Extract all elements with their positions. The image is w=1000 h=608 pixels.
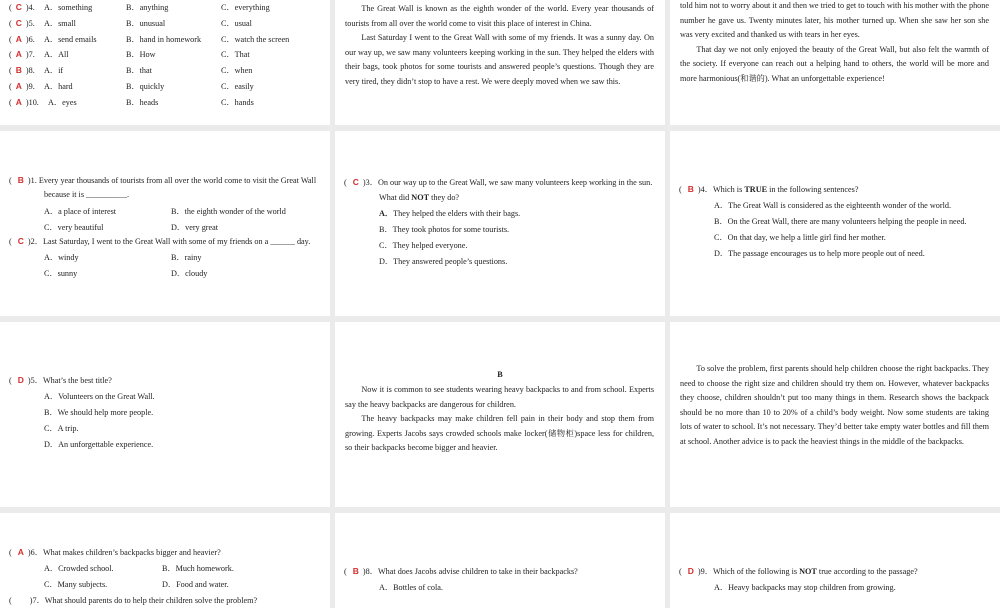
option-c: C．easily: [221, 82, 254, 91]
mc-question-row: ( A )6.: [9, 33, 35, 44]
option-b: B．that: [126, 66, 152, 76]
answer-mark: B: [352, 566, 359, 576]
mc-top-panel: [0, 0, 330, 125]
option-a: A．a place of interest: [44, 207, 117, 216]
option-b: B．heads: [126, 97, 159, 107]
mc-question-row: ( C )4.: [9, 2, 35, 12]
option-c: C．usual: [221, 18, 252, 28]
option-c: C．A trip.: [44, 424, 79, 433]
option-c: C．sunny: [44, 269, 78, 278]
option-a: A．All: [44, 50, 69, 60]
option-a: A．hard: [44, 82, 73, 91]
option-b: B．hand in homework: [126, 34, 202, 44]
option-b: B．quickly: [126, 82, 165, 91]
answer-mark: A: [15, 81, 22, 91]
answer-mark: C: [15, 2, 22, 12]
answer-mark: B: [15, 65, 22, 76]
question-stem: 5．What’s the best title?: [30, 376, 112, 385]
option-d: D．They answered people’s questions.: [379, 257, 508, 266]
mc-question-row: ( A )10.: [9, 96, 39, 107]
option-d: D．very great: [171, 223, 219, 232]
passage-a-paragraph-4: That day we not only enjoyed the beauty of the Great Wall, but also felt the warmth of the society. If everyone can reach out a helping hand to others, the world will be more and more harmonious(和谐的). What an unforgettable experience!: [680, 44, 989, 83]
question-panel-6-7: [0, 513, 330, 608]
passage-a-panel-2: [670, 0, 1000, 125]
question-number: 7.: [28, 50, 35, 60]
mc-question-row: ( C )5.: [9, 17, 35, 28]
answer-mark: C: [352, 177, 359, 187]
answer-mark: D: [687, 566, 694, 576]
passage-a-paragraph-2: Last Saturday I went to the Great Wall with some of my friends. It was a sunny day. On our way up, we saw many volunteers keeping working in the sun. They helped the elders with their bags, took photos for some tourists and answered people’s questions. Though they are very tired, they didn’t stop to have a rest. We were deeply moved when we saw this.: [345, 33, 654, 86]
option-b: B．rainy: [171, 253, 202, 262]
question-number: 8.: [28, 66, 35, 76]
question-5: ( D )5．What’s the best title?: [9, 375, 112, 385]
answer-mark: A: [15, 49, 22, 60]
question-stem-cont: What did NOT they do?: [379, 193, 460, 202]
passage-a-panel-1: [335, 0, 665, 125]
answer-mark: C: [15, 17, 22, 28]
answer-mark: C: [17, 236, 24, 246]
question-number: 6.: [28, 34, 35, 44]
option-b: B．How: [126, 50, 156, 60]
question-stem: 7．What should parents do to help their children solve the problem?: [32, 596, 258, 605]
question-9: ( D )9．Which of the following is NOT true according to the passage?: [679, 566, 918, 576]
option-a: A．The Great Wall is considered as the eighteenth wonder of the world.: [714, 201, 952, 210]
option-a: A．something: [44, 3, 93, 12]
option-b: B．They took photos for some tourists.: [379, 225, 510, 234]
option-b: B．Much homework.: [162, 564, 234, 573]
option-a: A．windy: [44, 253, 79, 262]
option-d: D．An unforgettable experience.: [44, 440, 154, 449]
question-3: ( C )3．On our way up to the Great Wall, we saw many volunteers keep working in the sun.: [344, 177, 653, 187]
answer-mark: B: [687, 184, 694, 194]
option-c: C．They helped everyone.: [379, 241, 468, 250]
question-panel-5: [0, 322, 330, 507]
mc-question-row: ( B )8.: [9, 65, 35, 76]
question-stem: 2．Last Saturday, I went to the Great Wall with some of my friends on a ______ day.: [30, 237, 311, 246]
question-stem: 3．On our way up to the Great Wall, we saw many volunteers keep working in the sun.: [365, 178, 653, 187]
option-b: B．anything: [126, 3, 169, 12]
option-a: A．send emails: [44, 34, 97, 44]
answer-mark: A: [15, 96, 22, 107]
question-stem: 1. Every year thousands of tourists from all over the world come to visit the Great Wall: [30, 176, 317, 185]
option-a: A．They helped the elders with their bags.: [379, 209, 521, 218]
option-c: C．when: [221, 66, 253, 76]
option-b: B．On the Great Wall, there are many volunteers helping the people in need.: [714, 217, 967, 226]
option-a: A．Crowded school.: [44, 564, 114, 573]
answer-mark: A: [17, 547, 24, 557]
option-a: A．Bottles of cola.: [379, 583, 443, 592]
option-c: C．That: [221, 50, 250, 60]
option-a: A．Heavy backpacks may stop children from growing.: [714, 583, 896, 592]
question-1: ( B )1. Every year thousands of tourists from all over the world come to visit the Great Wall: [9, 175, 317, 185]
option-d: D．cloudy: [171, 269, 208, 278]
question-number: 4.: [28, 3, 35, 12]
question-stem: 8．What does Jacobs advise children to take in their backpacks?: [365, 567, 578, 576]
passage-a-paragraph-1: The Great Wall is known as the eighth wonder of the world. Every year thousands of tourists from all over the world come to visit this place of interest in China.: [345, 4, 654, 28]
question-panel-9: [670, 513, 1000, 608]
passage-b-paragraph-2: The heavy backpacks may make children fell pain in their body and stop them from growing. Experts Jacobs says crowded schools make locker(储物柜)space less for children, so their backpacks become bigger and heavier.: [345, 414, 654, 453]
option-c: C．On that day, we help a little girl find her mother.: [714, 233, 886, 242]
question-8: ( B )8．What does Jacobs advise children to take in their backpacks?: [344, 566, 578, 576]
option-b: B．unusual: [126, 18, 166, 28]
question-6: ( A )6．What makes children’s backpacks bigger and heavier?: [9, 547, 221, 557]
passage-b-paragraph-1: Now it is common to see students wearing heavy backpacks to and from school. Experts say the heavy backpacks are dangerous for children.: [345, 385, 654, 409]
mc-question-row: ( A )9.: [9, 81, 35, 91]
option-a: A．eyes: [48, 97, 77, 107]
option-b: B．We should help more people.: [44, 408, 154, 417]
question-7: ( )7．What should parents do to help their children solve the problem?: [9, 596, 258, 605]
question-4: ( B )4．Which is TRUE in the following sentences?: [679, 184, 859, 194]
passage-b-panel-2: [670, 322, 1000, 507]
option-a: A．small: [44, 18, 76, 28]
question-2: ( C )2．Last Saturday, I went to the Great Wall with some of my friends on a ______ day.: [9, 236, 311, 246]
passage-a-paragraph-3: told him not to worry about it and then we tried to get to touch with his mother with the phone number he gave us. Twenty minutes later, his mother turned up. When she saw her son she was very excited and thanked us with tears in her eyes.: [680, 1, 989, 40]
question-stem-cont: because it is __________.: [44, 190, 130, 199]
option-a: A．Volunteers on the Great Wall.: [44, 392, 155, 401]
answer-mark: A: [15, 33, 22, 44]
passage-b-paragraph-3: To solve the problem, first parents should help children choose the right backpacks. They need to choose the right size and children should try them on. However, whatever backpacks they choose, children shouldn’t put too many things in them. Research shows the backpack should be no more than 10 to 20% of a child’s body weight. Now some students are taking lots of water to school. It’s not necessary. They’d better take empty water bottles and fill them at school. Another advice is to pack the heaviest things in the middle of the backpacks.: [680, 364, 989, 446]
answer-mark: B: [17, 175, 24, 185]
question-panel-4: [670, 131, 1000, 316]
question-number: 5.: [28, 18, 35, 28]
passage-b-panel-1: [335, 322, 665, 507]
answer-mark: D: [17, 375, 24, 385]
question-panel-1-2: [0, 131, 330, 316]
question-panel-3: [335, 131, 665, 316]
question-panel-8: [335, 513, 665, 608]
section-b-title: B: [497, 370, 503, 379]
question-number: 10.: [28, 97, 39, 107]
option-a: A．if: [44, 66, 64, 76]
option-c: C．hands: [221, 97, 254, 107]
option-d: D．Food and water.: [162, 580, 229, 589]
option-b: B．the eighth wonder of the world: [171, 207, 286, 216]
option-c: C．watch the screen: [221, 34, 290, 44]
mc-question-row: ( A )7.: [9, 49, 35, 60]
option-c: C．everything: [221, 3, 270, 12]
question-stem: 6．What makes children’s backpacks bigger and heavier?: [30, 548, 221, 557]
question-number: 9.: [28, 82, 35, 91]
option-c: C．very beautiful: [44, 223, 104, 232]
option-c: C．Many subjects.: [44, 580, 108, 589]
option-d: D．The passage encourages us to help more people out of need.: [714, 249, 925, 258]
